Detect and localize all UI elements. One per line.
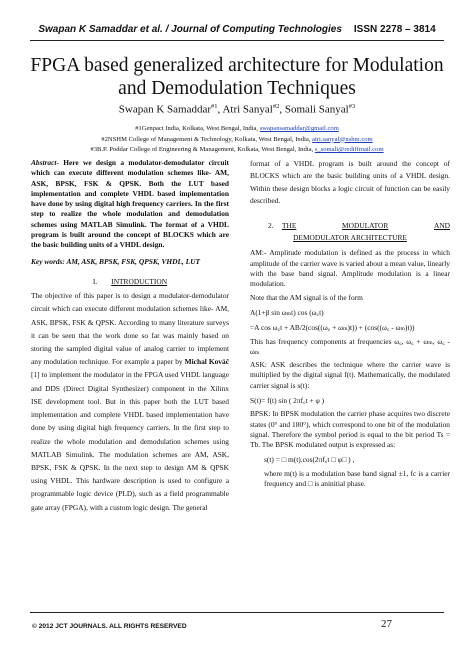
am-definition: AM:- Amplitude modulation is defined as the process in which amplitude of the carrier wave is varied about a mean value, linearly with the base band signal. Amplitude modulation is a linear modulation. [250,248,450,289]
am-equation-2: =A cos ω꜀t + AB/2(cos((ω꜀ + ωₘ)t)) + (cos((ω꜀ - ωₘ)t)) [250,323,415,333]
running-header-citation: Swapan K Samaddar et al. / Journal of Computing Technologies [38,24,342,35]
bpsk-equation: s(t) = □ m(t).cos(2πf꜀t □ φ□ ) , [264,455,355,465]
running-header [0,24,474,35]
intro-text-rest: [1] to implement the modulator in the FPGA used VHDL language and DDS (Direct Digital Synthesizer) component in the Xilinx ISE development tool. But in this paper both the LUT based implementation and complete VHDL based implementation have done by using digital high frequency carriers. In the first step to realize the whole modulation and demodulation schemes using MATLAB Simulink. The modulation schemes are AM, ASK, BPSK, FSK & QPSK. In the next step to design AM & QPSK using VHDL. This hardware description is used to configure a programmable logic device (PLD), such as a field programmable gate array (FPGA), with a custom logic design. The general [31,370,229,512]
title-line-2: and Demodulation Techniques [118,78,356,99]
page-number: 27 [381,618,392,630]
bpsk-definition: BPSK: In BPSK modulation the carrier phase acquires two discrete states (0° and 180°), which correspond to one bit of the modulation signal. Therefore the symbol period is equal to the bit period Ts = Tb. The BPSK modulated output is expressed as: [250,409,450,450]
am-equation-1: A(1+β sin ωₘt) cos (ω꜀t) [250,307,324,317]
affiliation-2-text: #2NSHM College of Management & Technology, Kolkata, West Bengal, India, [101,135,313,143]
affiliation-3-text: #3B.P. Poddar College of Engineering & Management, Kolkata, West Bengal, India, [90,146,315,153]
author-2: , Atri Sanyal [217,103,273,116]
header-rule [30,40,444,41]
affiliation-3 [20,145,454,156]
footer-rule [30,612,444,613]
intro-continuation: format of a VHDL program is built around the concept of BLOCKS which are the basic building units of a VHDL design. Within these design blocks a logic circuit of function can be easily described. [250,159,450,206]
copyright-notice: © 2012 JCT JOURNALS. ALL RIGHTS RESERVED [32,623,187,630]
introduction-paragraph [31,289,229,513]
ask-equation: S(t)= f(t) sin ( 2πf꜀t + φ ) [250,396,325,405]
author-1-mark: #1 [211,103,218,110]
email-link-1[interactable]: swapansamaddar@gmail.com [259,125,339,132]
heading-word-3: AND [433,220,450,230]
title-line-1: FPGA based generalized architecture for Modulation [30,55,444,76]
heading-word-2: MODULATOR [342,220,389,230]
author-2-mark: #2 [272,103,280,110]
email-link-3[interactable]: s_somali@rediffmail.com [314,146,384,153]
section-heading-introduction [31,277,229,287]
ask-definition: ASK: ASK describes the technique where the carrier wave is multiplied by the digital signal f(t). Mathematically, the modulated carrier signal is s(t): [250,360,450,390]
section-heading-architecture [250,220,450,245]
section-heading-line-1 [250,220,450,232]
author-3-mark: #3 [348,103,356,110]
affiliations [20,124,454,156]
intro-text-start: The objective of this paper is to design a modulator-demodulator circuit which can execute different modulation schemes like- AM, ASK, BPSK, FSK & QPSK. According to many literature surveys it can be seen that the work done so far was mainly based on storing the sampled digital value of analog carrier to implement any modulation technique. For example a paper by [31,291,229,367]
affiliation-1-text: #1Genpact India, Kolkata, West Bengal, India, [135,125,260,132]
author-3: , Somali Sanyal [279,103,349,116]
section-number: I. [92,276,98,286]
issn: ISSN 2278 – 3814 [353,24,436,35]
left-column [31,158,229,514]
author-list [20,103,454,116]
citation-author: Michal Kováč [184,357,229,367]
keywords: Key words: AM, ASK, BPSK, FSK, QPSK, VHDL, LUT [31,256,201,266]
abstract [31,158,229,251]
am-note: Note that the AM signal is of the form [250,292,363,302]
abstract-label: Abstract- [31,158,59,167]
section-heading-line-2: DEMODULATOR ARCHITECTURE [293,233,407,243]
author-1: Swapan K Samaddar [118,103,212,116]
section-number: 2. [268,220,274,230]
email-link-2[interactable]: atri.sanyal@nshm.com [312,135,373,143]
affiliation-2 [20,135,454,146]
right-column [250,158,450,489]
section-title: INTRODUCTION [111,276,168,286]
bpsk-where: where m(t) is a modulation base band signal ±1, fc is a carrier frequency and □ is aninitial phase. [264,468,450,489]
am-frequency-components: This has frequency components at frequencies ω꜀, ω꜀ + ωₘ, ω꜀ - ωₘ [250,336,450,356]
abstract-text: Here we design a modulator-demodulator circuit which can execute different modulation schemes like- AM, ASK, BPSK, FSK & QPSK. Both the LUT based implementation and complete VHDL based implementation have done by using digital high frequency carriers. In the first step to realize the whole modulation and demodulation schemes using MATLAB Simulink. The format of a VHDL program is built around the concept of BLOCKS which are the basic building units of a VHDL design. [31,158,229,250]
affiliation-1 [20,124,454,135]
heading-word-1: THE [282,220,297,230]
paper-title [20,54,454,100]
